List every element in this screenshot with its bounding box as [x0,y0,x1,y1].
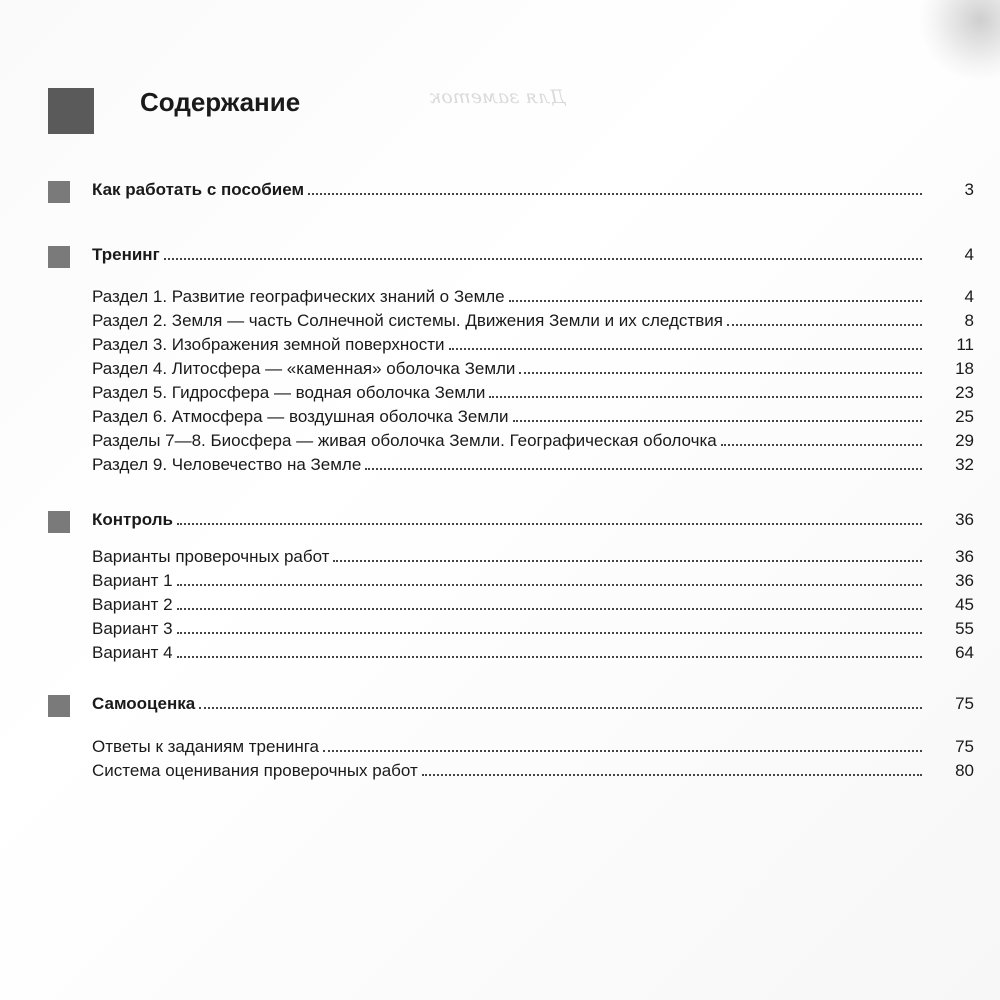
page-title: Содержание [140,87,301,117]
toc-page-number: 4 [964,245,974,264]
toc-item-label: Разделы 7—8. Биосфера — живая оболочка Земли. Географическая оболочка [92,431,717,450]
toc-item[interactable] [92,453,974,477]
toc-section-label: Как работать с пособием [92,180,305,199]
toc-item-label: Раздел 2. Земля — часть Солнечной системы. Движения Земли и их следствия [92,311,723,330]
dot-leader [513,419,923,422]
dot-leader [727,323,922,326]
toc-item[interactable] [92,759,974,783]
toc-item[interactable] [92,357,974,381]
toc-page-number: 32 [955,455,974,474]
toc-section-label: Тренинг [92,245,160,264]
toc-page-number: 18 [955,359,974,378]
dot-leader [199,706,922,709]
toc-item[interactable] [92,381,974,405]
toc-page-number: 23 [955,383,974,402]
toc-page-number: 80 [955,761,974,780]
toc-item[interactable] [92,309,974,333]
dot-leader [721,443,922,446]
toc-page-number: 64 [955,643,974,662]
toc-page-number: 75 [955,694,974,713]
dot-leader [177,522,922,525]
toc-section-control[interactable] [92,508,974,532]
toc-item-label: Вариант 1 [92,571,173,590]
toc-item[interactable] [92,285,974,309]
toc-page-number: 75 [955,737,974,756]
title-marker [48,88,94,134]
toc-item[interactable] [92,429,974,453]
toc-section-how-to-use[interactable] [92,178,974,202]
dot-leader [177,583,922,586]
toc-item[interactable] [92,405,974,429]
dot-leader [449,347,922,350]
section-marker [48,181,70,203]
toc-item-label: Раздел 9. Человечество на Земле [92,455,362,474]
dot-leader [489,395,922,398]
dot-leader [177,631,922,634]
dot-leader [509,299,922,302]
toc-item[interactable] [92,569,974,593]
toc-page-number: 36 [955,571,974,590]
toc-item[interactable] [92,735,974,759]
toc-item-label: Раздел 3. Изображения земной поверхности [92,335,445,354]
dot-leader [365,467,922,470]
toc-section-label: Контроль [92,510,173,529]
toc-item-label: Варианты проверочных работ [92,547,330,566]
dot-leader [519,371,922,374]
toc-page-number: 4 [964,287,974,306]
toc-page-number: 55 [955,619,974,638]
toc-item-label: Вариант 4 [92,643,173,662]
toc-page-number: 36 [955,510,974,529]
toc-item-label: Раздел 6. Атмосфера — воздушная оболочка Земли [92,407,509,426]
toc-item-label: Система оценивания проверочных работ [92,761,418,780]
toc-page-number: 25 [955,407,974,426]
toc-section-self-assessment[interactable] [92,692,974,716]
toc-item[interactable] [92,545,974,569]
toc-item-label: Раздел 5. Гидросфера — водная оболочка Земли [92,383,486,402]
toc-item-label: Раздел 4. Литосфера — «каменная» оболочка Земли [92,359,516,378]
dot-leader [164,257,922,260]
toc-section-label: Самооценка [92,694,196,713]
dot-leader [422,773,922,776]
toc-section-training[interactable] [92,243,974,267]
section-marker [48,246,70,268]
toc-item-label: Раздел 1. Развитие географических знаний о Земле [92,287,505,306]
dot-leader [177,655,922,658]
bleed-through-text: Для заметок [430,86,566,108]
section-marker [48,695,70,717]
toc-item[interactable] [92,593,974,617]
dot-leader [308,192,922,195]
toc-item-label: Вариант 3 [92,619,173,638]
toc-page-number: 36 [955,547,974,566]
toc-page-number: 45 [955,595,974,614]
dot-leader [323,749,922,752]
page-corner-shadow [920,0,1000,80]
toc-page-number: 11 [956,335,974,354]
section-marker [48,511,70,533]
dot-leader [177,607,922,610]
toc-item[interactable] [92,617,974,641]
dot-leader [333,559,922,562]
toc-item[interactable] [92,333,974,357]
toc-item[interactable] [92,641,974,665]
toc-page-number: 3 [964,180,974,199]
toc-item-label: Вариант 2 [92,595,173,614]
toc-page-number: 29 [955,431,974,450]
toc-page-number: 8 [964,311,974,330]
toc-item-label: Ответы к заданиям тренинга [92,737,320,756]
